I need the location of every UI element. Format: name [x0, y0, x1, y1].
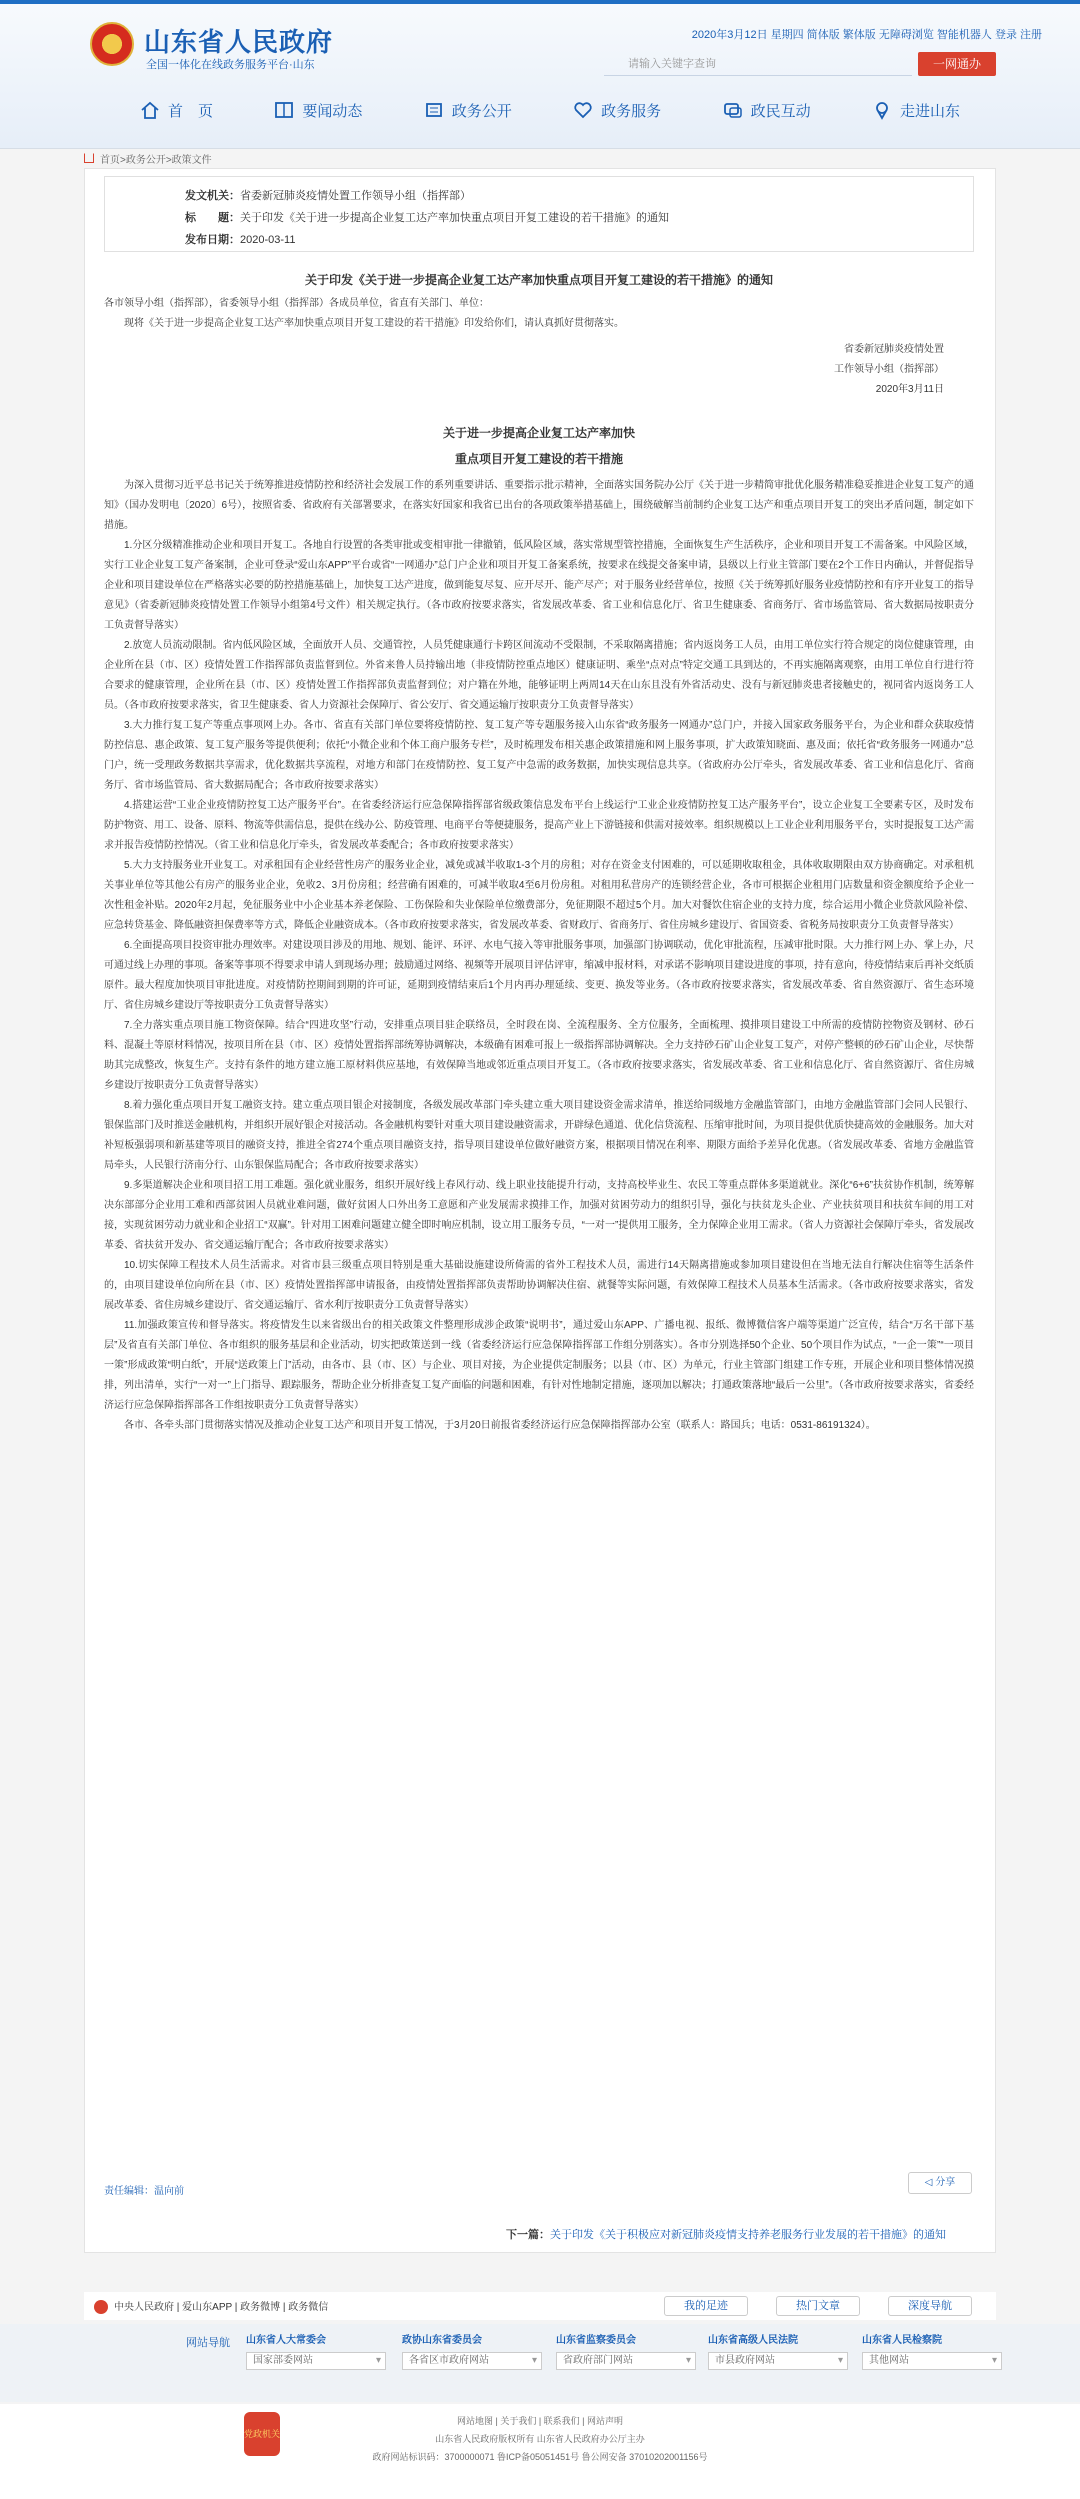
tool-deep-nav[interactable]: 深度导航 [888, 2296, 972, 2316]
chat-icon [723, 100, 743, 120]
nav-label: 首 页 [168, 102, 214, 120]
share-button[interactable]: ◁ 分享 [908, 2172, 972, 2194]
footer-select[interactable]: 市县政府网站 ▾ [708, 2352, 848, 2370]
footer-links[interactable]: 网站地图 | 关于我们 | 联系我们 | 网站声明 [456, 2416, 624, 2426]
document-meta [104, 176, 974, 252]
top-links[interactable]: 2020年3月12日 星期四 简体版 繁体版 无障碍浏览 智能机器人 登录 注册 [691, 29, 1042, 41]
footer-col [556, 2330, 696, 2370]
next-article-link[interactable]: 关于印发《关于积极应对新冠肺炎疫情支持养老服务行业发展的若干措施》的通知 [550, 2229, 946, 2241]
nav-open-gov[interactable] [424, 90, 512, 130]
next-article[interactable]: 下一篇：关于印发《关于积极应对新冠肺炎疫情支持养老服务行业发展的若干措施》的通知 [506, 2229, 946, 2241]
content-paragraph: 7.全力落实重点项目施工物资保障。结合“四进攻坚”行动，安排重点项目驻企联络员，全时段在岗、全流程服务、全方位服务，全面梳理、摸排项目建设工中所需的疫情防控物资及钢材、砂石料、混凝土等原材料情况，按项目所在县（市、区）疫情处置指挥部统筹协调解决，本级确有困难可报上一级指挥部协调解决。全力支持砂石矿山企业复工复产，对停产整顿的砂石矿山企业，尽快帮助其完成整改，恢复生产。支持有条件的地方建立施工原材料供应基地，有效保障当地或邻近重点项目开复工。（各市政府按要求落实，省发展改革委、省工业和信息化厅、省自然资源厅、省住房城乡建设厅按职责分工负责督导落实） [104, 1020, 974, 1091]
national-emblem-logo[interactable] [90, 22, 134, 66]
nav-label: 走进山东 [899, 102, 960, 120]
breadcrumb[interactable] [84, 150, 212, 166]
nav-home[interactable] [140, 90, 213, 130]
footer-nav-label: 网站导航 [186, 2337, 230, 2349]
breadcrumb-text[interactable]: 首页>政务公开>政策文件 [100, 154, 212, 166]
footer-select[interactable]: 各省区市政府网站 ▾ [402, 2352, 542, 2370]
footer-navigation [0, 2324, 1080, 2402]
site-footer [0, 2404, 1080, 2499]
tool-footprint[interactable]: 我的足迹 [664, 2296, 748, 2316]
content-paragraph: 4.搭建运营“工业企业疫情防控复工达产服务平台”。在省委经济运行应急保障指挥部省级政策信息发布平台上线运行“工业企业疫情防控复工达产服务平台”，设立企业复工全要素专区，及时发布防护物资、用工、设备、原料、物流等供需信息，提供在线办公、防疫管理、电商平台等便捷服务，提高产业上下游链接和供需对接效率。组织规模以上工业企业利用服务平台，实时提报复工达产需求并报告疫情防控情况。（省工业和信息化厅牵头，省发展改革委配合；各市政府按要求落实） [104, 800, 974, 851]
doc-title: 关于印发《关于进一步提高企业复工达产率加快重点项目开复工建设的若干措施》的通知 [304, 273, 773, 287]
responsible-editor: 责任编辑：温向前 [104, 2186, 184, 2197]
doc-signature: 工作领导小组（指挥部） [834, 364, 944, 375]
nav-shandong[interactable] [872, 90, 960, 130]
date-label: 发布日期： [185, 234, 240, 246]
footer-link[interactable]: 山东省高级人民法院 [708, 2335, 798, 2346]
nav-label: 政民互动 [750, 102, 811, 120]
footer-link[interactable]: 山东省人大常委会 [246, 2335, 326, 2346]
footer-link[interactable]: 政协山东省委员会 [402, 2335, 482, 2346]
book-icon [274, 100, 294, 120]
content-paragraph: 10.切实保障工程技术人员生活需求。对省市县三级重点项目特别是重大基础设施建设所倚需的省外工程技术人员，需进行14天隔离措施或参加项目建设但在当地无法自行解决住宿等生活条件的，由项目建设单位向所在县（市、区）疫情处置指挥部申请报备，由疫情处置指挥部负责帮助协调解决住宿、就餐等实际问题，有效保障工程技术人员基本生活需求。（各市政府按要求落实，省发展改革委、省住房城乡建设厅、省交通运输厅、省水利厅按职责分工负责督导落实） [104, 1260, 974, 1311]
footer-col [708, 2330, 848, 2370]
bottom-toolbar [84, 2292, 996, 2320]
footer-select[interactable]: 省政府部门网站 ▾ [556, 2352, 696, 2370]
site-subtitle: 全国一体化在线政务服务平台·山东 [146, 59, 315, 71]
nav-news[interactable] [274, 90, 362, 130]
nav-label: 政务服务 [601, 102, 662, 120]
quick-links[interactable]: 中央人民政府 | 爱山东APP | 政务微博 | 政务微信 [94, 2298, 328, 2314]
footer-col [246, 2330, 386, 2370]
main-nav [140, 90, 960, 130]
footer-select[interactable]: 国家部委网站 ▾ [246, 2352, 386, 2370]
pin-icon [872, 100, 892, 120]
footer-col [862, 2330, 1002, 2370]
tool-hot-articles[interactable]: 热门文章 [776, 2296, 860, 2316]
title-label: 标 题： [185, 212, 240, 224]
nav-services[interactable] [573, 90, 661, 130]
file-icon [424, 100, 444, 120]
divider [0, 148, 1080, 149]
content-paragraph: 为深入贯彻习近平总书记关于统筹推进疫情防控和经济社会发展工作的系列重要讲话、重要指示批示精神，全面落实国务院办公厅《关于进一步精简审批优化服务精准稳妥推进企业复工复产的通知》（国办发明电〔2020〕6号），按照省委、省政府有关部署要求，在落实好国家和我省已出台的各项政策举措基础上，围绕破解当前制约企业复工达产和重点项目开复工的突出矛盾问题，制定如下措施。 [104, 480, 974, 531]
gov-logo-icon [94, 2300, 108, 2314]
content-paragraphs [104, 476, 974, 1436]
footer-link[interactable]: 山东省人民检察院 [862, 2335, 942, 2346]
footer-link[interactable]: 山东省监察委员会 [556, 2335, 636, 2346]
doc-intro: 现将《关于进一步提高企业复工达产率加快重点项目开复工建设的若干措施》印发给你们，请认真抓好贯彻落实。 [124, 318, 624, 329]
content-paragraph: 1.分区分级精准推动企业和项目开复工。各地自行设置的各类审批或变相审批一律撤销，低风险区域，落实常规型管控措施，全面恢复生产生活秩序，企业和项目开复工不需备案。中风险区域，实行工业企业复工复产备案制，企业可登录“爱山东APP”平台或省“一网通办”总门户企业和项目开复工备案系统，按要求在线提交备案申请，县级以上行业主管部门要在2个工作日内确认，并督促指导企业和项目建设单位在严格落实必要的防控措施基础上，加快复工达产进度，做到能复尽复、应开尽开、能产尽产；对于服务业经营单位，按照《关于统筹抓好服务业疫情防控和有序开业复工的指导意见》（省委新冠肺炎疫情处置工作领导小组第4号文件）相关规定执行。（各市政府按要求落实，省发展改革委、省工业和信息化厅、省卫生健康委、省商务厅、省市场监管局、省大数据局按职责分工负责督导落实） [104, 540, 974, 631]
home-icon [84, 153, 94, 163]
nav-interaction[interactable] [723, 90, 811, 130]
search-button[interactable]: 一网通办 [918, 52, 996, 76]
date-value: 2020-03-11 [240, 234, 296, 246]
party-gov-badge[interactable]: 党政机关 [244, 2412, 280, 2456]
document-body [104, 270, 974, 1436]
content-title: 关于进一步提高企业复工达产率加快 [442, 426, 635, 440]
doc-signature: 省委新冠肺炎疫情处置 [844, 344, 944, 355]
heart-icon [573, 100, 593, 120]
search-input[interactable]: 请输入关键字查询 [604, 52, 912, 76]
site-title[interactable]: 山东省人民政府 [144, 27, 334, 57]
content-paragraph: 5.大力支持服务业开业复工。对承租国有企业经营性房产的服务业企业，减免或减半收取1-3个月的房租；对存在资金支付困难的，可以延期收取租金，具体收取期限由双方协商确定。对承租机关事业单位等其他公有房产的服务业企业，免收2、3月份房租；经营确有困难的，可减半收取4至6月份房租。对租用私营房产的连锁经营企业，各市可根据企业租用门店数量和资金额度给予企业一次性租金补贴。2020年2月起，免征服务业中小企业基本养老保险、工伤保险和失业保险单位缴费部分，免征期限不超过5个月。加大对餐饮住宿企业的支持力度，综合运用小微企业贷款风险补偿、应急转贷基金、降低融资担保费率等方式，降低企业融资成本。（各市政府按要求落实，省发展改革委、省财政厅、省商务厅、省住房城乡建设厅、省国资委、省税务局按职责分工负责督导落实） [104, 860, 974, 931]
nav-label: 要闻动态 [302, 102, 363, 120]
footer-select[interactable]: 其他网站 ▾ [862, 2352, 1002, 2370]
issuer-value: 省委新冠肺炎疫情处置工作领导小组（指挥部） [240, 190, 471, 202]
doc-sign-date: 2020年3月11日 [875, 384, 944, 395]
footer-registration: 政府网站标识码：3700000071 鲁ICP备05051451号 鲁公网安备 37010202001156号 [372, 2452, 708, 2462]
footer-copyright: 山东省人民政府版权所有 山东省人民政府办公厅主办 [435, 2434, 645, 2444]
title-value: 关于印发《关于进一步提高企业复工达产率加快重点项目开复工建设的若干措施》的通知 [240, 212, 669, 224]
content-paragraph: 3.大力推行复工复产等重点事项网上办。各市、省直有关部门单位要将疫情防控、复工复产等专题服务接入山东省“政务服务一网通办”总门户，并接入国家政务服务平台，为企业和群众获取疫情防控信息、惠企政策、复工复产服务等提供便利；依托“小微企业和个体工商户服务专栏”，及时梳理发布相关惠企政策措施和网上服务事项，扩大政策知晓面、惠及面；依托省“政务服务一网通办”总门户，统一受理政务数据共享需求，优化数据共享流程，对地方和部门在疫情防控、复工复产中急需的政务数据，加快实现信息共享。（省政府办公厅牵头，省发展改革委、省工业和信息化厅、省商务厅、省市场监管局、省大数据局配合；各市政府按要求落实） [104, 720, 974, 791]
content-paragraph: 6.全面提高项目投资审批办理效率。对建设项目涉及的用地、规划、能评、环评、水电气接入等审批服务事项，加强部门协调联动，优化审批流程，压减审批时限。大力推行网上办、掌上办，尺可通过线上办理的事项。备案等事项不得要求申请人到现场办理；鼓励通过网络、视频等开展项目评估评审，缩减申报材料，对承诺不影响项目建设进度的事项，持有意向，待疫情结束后再补交纸质原件。最大程度加快项目审批进度。对疫情防控期间到期的许可证，延期到疫情结束后1个月内再办理延续、变更、换发等业务。（各市政府按要求落实，省发展改革委、省自然资源厅、省生态环境厅、省住房城乡建设厅等按职责分工负责督导落实） [104, 940, 974, 1011]
content-paragraph: 各市、各牵头部门贯彻落实情况及推动企业复工达产和项目开复工情况，于3月20日前报省委经济运行应急保障指挥部办公室（联系人：路国兵；电话：0531-86191324）。 [124, 1420, 876, 1431]
content-paragraph: 11.加强政策宣传和督导落实。将疫情发生以来省级出台的相关政策文件整理形成涉企政策“说明书”，通过爱山东APP、广播电视、报纸、微博微信客户端等渠道广泛宣传，结合“万名干部下基层”及省直有关部门单位、各市组织的服务基层和企业活动，切实把政策送到一线（省委经济运行应急保障指挥部工作组分别落实）。各市分别选择50个企业、50个项目作为试点，“一企一策”“一项目一策”形成政策“明白纸”，开展“送政策上门”活动，由各市、县（市、区）与企业、项目对接，为企业提供定制服务；以县（市、区）为单元，行业主管部门组建工作专班，开展企业和项目整体情况摸排，列出清单，实行“一对一”上门指导、跟踪服务，帮助企业分析排查复工复产面临的问题和困难，有针对性地制定措施，逐项加以解决；打通政策落地“最后一公里”。（各市政府按要求落实，省委经济运行应急保障指挥部各工作组按职责分工负责督导落实） [104, 1320, 974, 1411]
nav-label: 政务公开 [451, 102, 512, 120]
content-paragraph: 2.放宽人员流动限制。省内低风险区域，全面放开人员、交通管控，人员凭健康通行卡跨区间流动不受限制，不采取隔离措施；省内返岗务工人员，由用工单位实行符合规定的岗位健康管理，由企业所在县（市、区）疫情处置工作指挥部负责监督到位。外省来鲁人员持输出地（非疫情防控重点地区）健康证明、乘坐“点对点”特定交通工具到达的，不再实施隔离观察，由用工单位自行进行符合要求的健康管理，企业所在县（市、区）疫情处置工作指挥部负责监督到位；对户籍在外地，能够证明上两周14天在山东且没有外省活动史、没有与新冠肺炎患者接触史的，视同省内返岗务工人员。（各市政府按要求落实，省卫生健康委、省人力资源社会保障厅、省公安厅、省交通运输厅按职责分工负责督导落实） [104, 640, 974, 711]
site-header [0, 4, 1080, 148]
home-icon [140, 100, 160, 120]
issuer-label: 发文机关： [185, 190, 240, 202]
content-title: 重点项目开复工建设的若干措施 [454, 452, 623, 466]
content-paragraph: 9.多渠道解决企业和项目招工用工难题。强化就业服务，组织开展好线上春风行动、线上职业技能提升行动，支持高校毕业生、农民工等重点群体多渠道就业。深化“6+6”扶贫协作机制，统筹解决东部部分企业用工难和西部贫困人员就业难问题，做好贫困人口外出务工意愿和产业发展需求摸排工作，加强对贫困劳动力的组织引导，强化与扶贫龙头企业、产业扶贫项目和扶贫车间的用工对接，实现贫困劳动力就业和企业招工“双赢”。针对用工困难问题建立健全即时响应机制，设立用工服务专员，“一对一”提供用工服务，全力保障企业用工需求。（省人力资源社会保障厅牵头，省发展改革委、省扶贫开发办、省交通运输厅配合；各市政府按要求落实） [104, 1180, 974, 1251]
content-paragraph: 8.着力强化重点项目开复工融资支持。建立重点项目银企对接制度，各级发展改革部门牵头建立重大项目建设资金需求清单，推送给同级地方金融监管部门，由地方金融监管部门会同人民银行、银保监部门及时推送金融机构，并组织开展好银企对接活动。各金融机构要针对重大项目建设融资需求，开辟绿色通道、优化信贷流程、压缩审批时间，为项目提供优质快捷高效的金融服务。加大对补短板强弱项和新基建等项目的融资支持，推进全省274个重点项目融资支持，指导项目建设单位做好融资方案，根据项目情况在利率、期限方面给予差异化优惠。（省发展改革委、省地方金融监管局牵头，人民银行济南分行、山东银保监局配合；各市政府按要求落实） [104, 1100, 974, 1171]
doc-addressee: 各市领导小组（指挥部），省委领导小组（指挥部）各成员单位，省直有关部门、单位： [104, 298, 489, 309]
footer-col [402, 2330, 542, 2370]
